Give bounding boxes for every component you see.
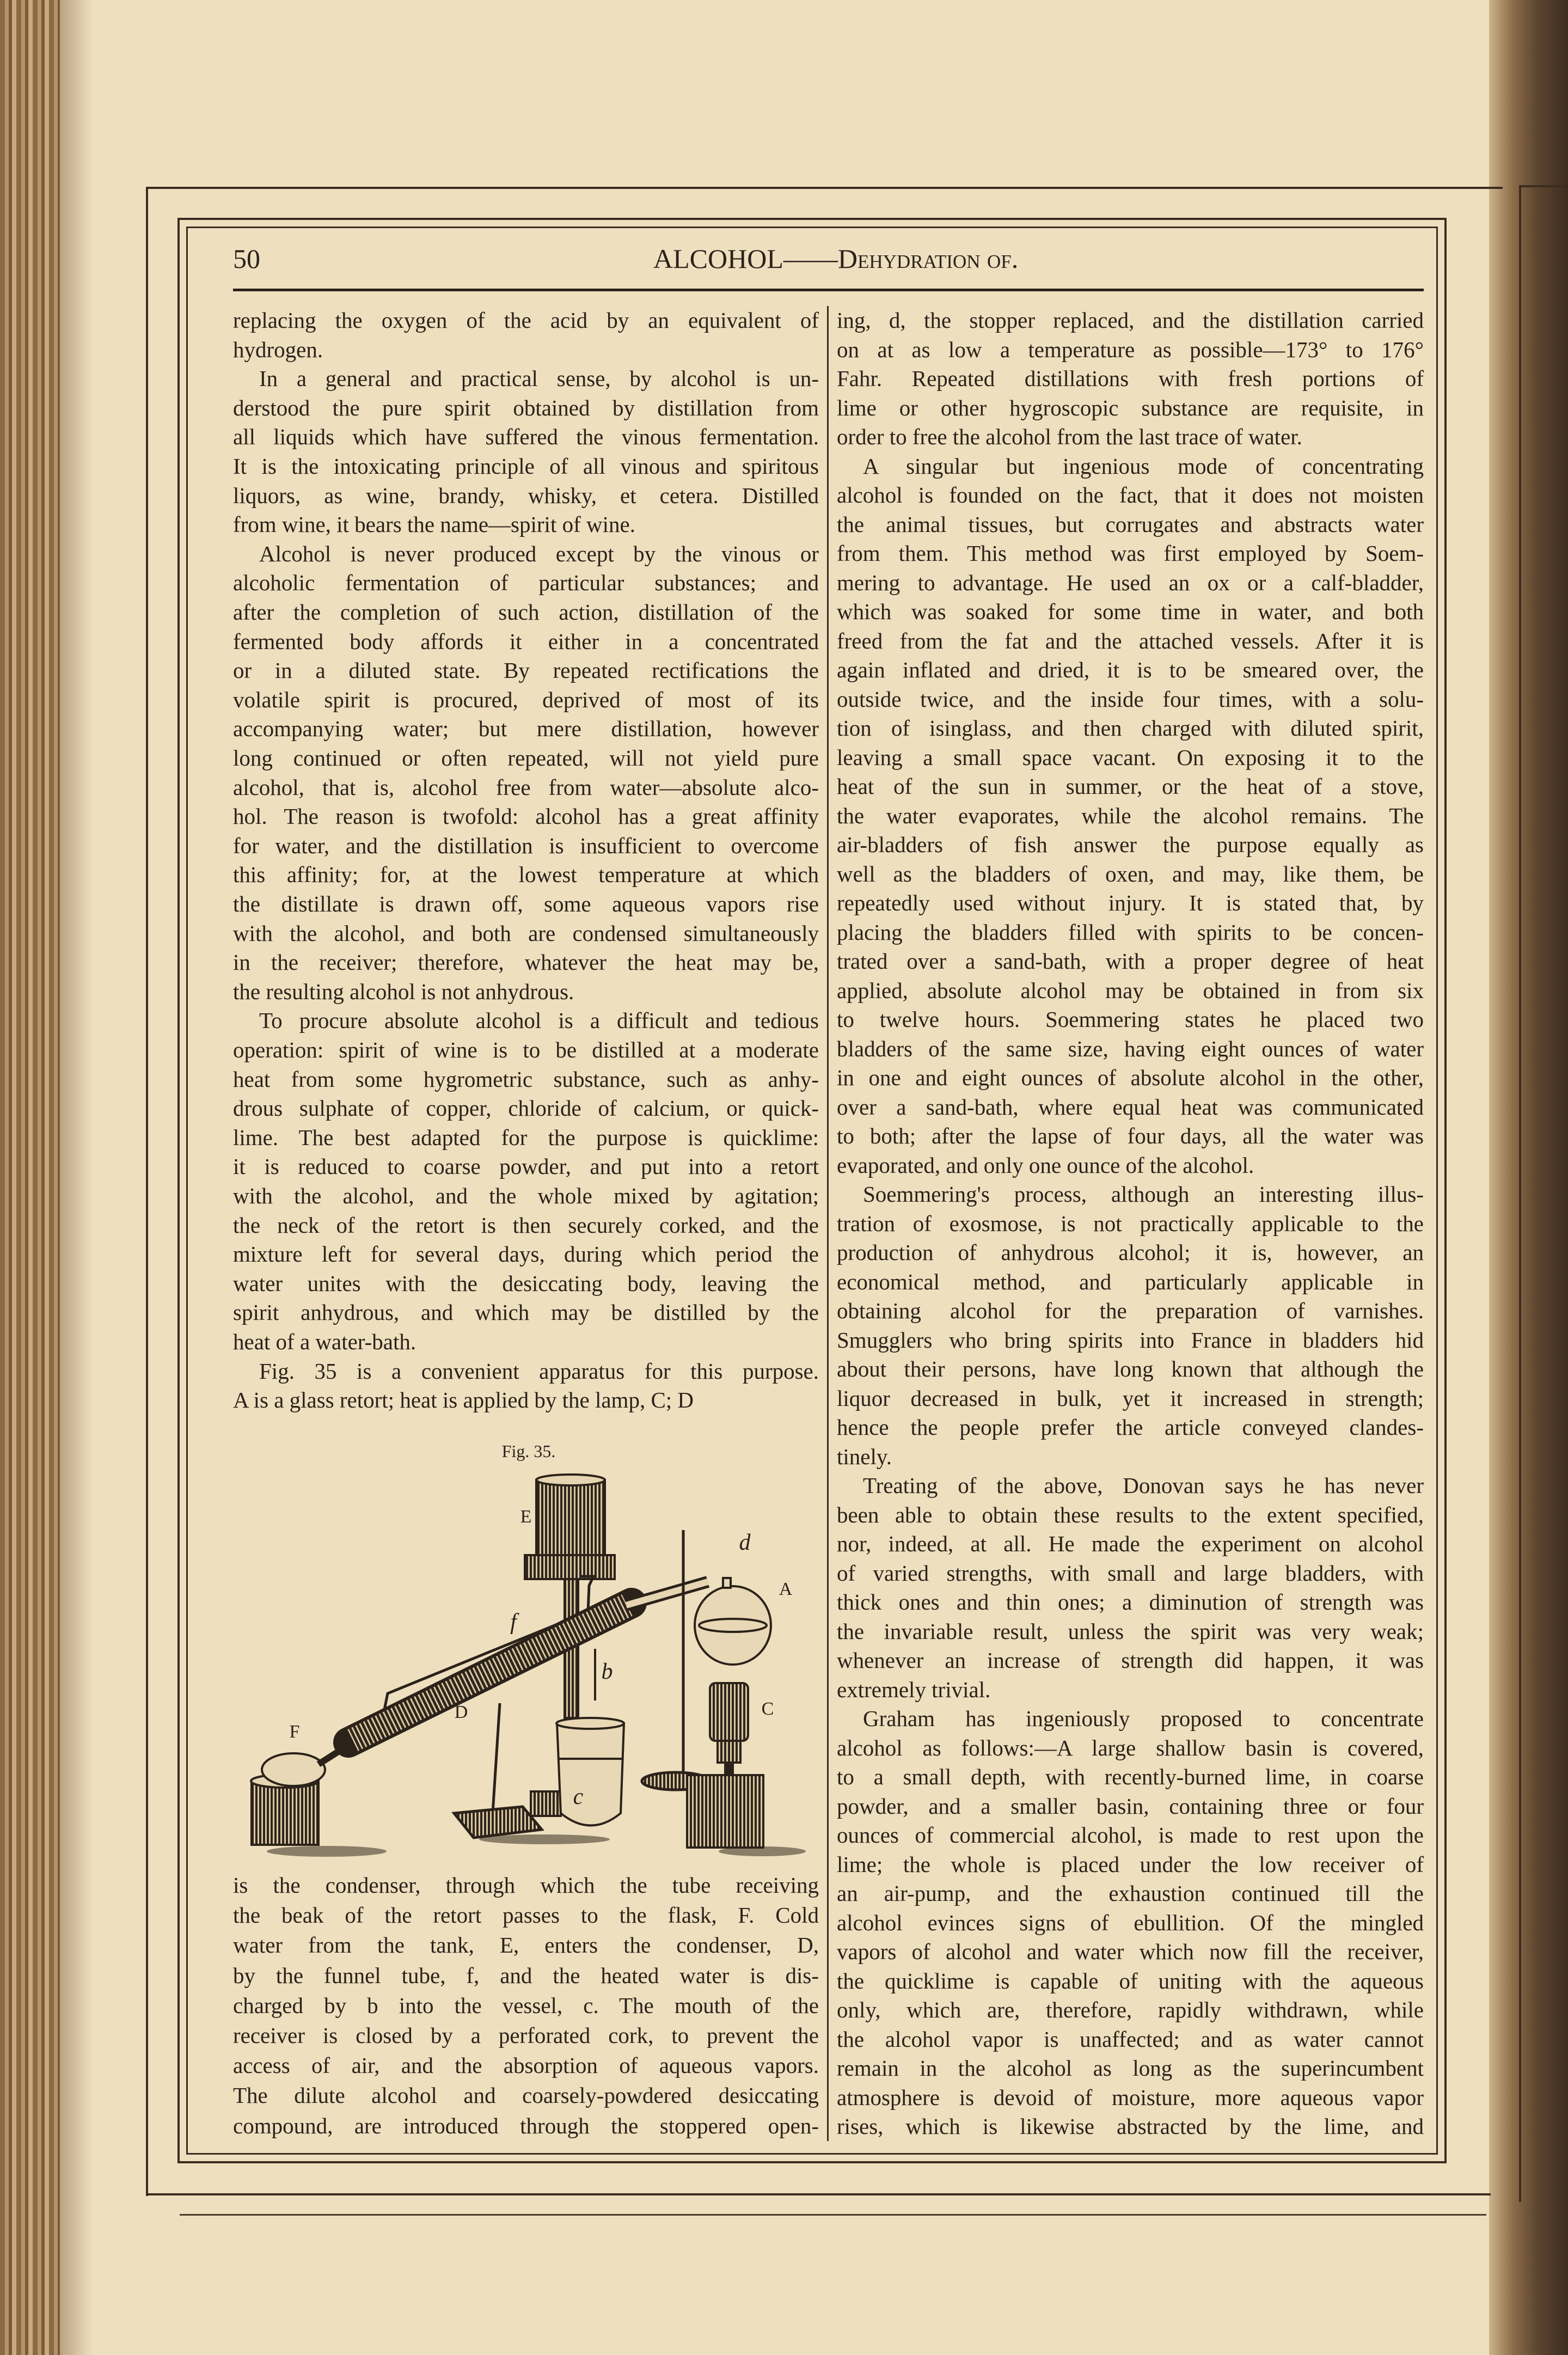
text-line: about their persons, have long known that although the xyxy=(837,1356,1424,1381)
flask-f xyxy=(251,1745,348,1845)
condenser-stand xyxy=(454,1703,542,1838)
text-line: rises, which is likewise abstracted by the lime, and xyxy=(837,2114,1424,2139)
text-line: spirit anhydrous, and which may be distilled by the xyxy=(233,1300,819,1325)
text-line: in the receiver; therefore, whatever the heat may be, xyxy=(233,950,819,975)
text-line: mering to advantage. He used an ox or a calf-bladder, xyxy=(837,570,1424,595)
text-line: to both; after the lapse of four days, all the water was xyxy=(837,1123,1424,1148)
text-line: the beak of the retort passes to the flask, F. Cold xyxy=(233,1903,819,1928)
text-line: all liquids which have suffered the vinous fermentation. xyxy=(233,424,819,450)
text-line: Graham has ingeniously proposed to concentrate xyxy=(863,1706,1424,1731)
text-line: the invariable result, unless the spirit was very weak; xyxy=(837,1618,1424,1644)
text-line: with the alcohol, and the whole mixed by agitation; xyxy=(233,1183,819,1208)
text-line: in one and eight ounces of absolute alcohol in the other, xyxy=(837,1065,1424,1090)
text-line: volatile spirit is procured, deprived of most of its xyxy=(233,687,819,712)
text-line: with the alcohol, and both are condensed simultaneously xyxy=(233,920,819,946)
text-line: placing the bladders filled with spirits to be concen- xyxy=(837,919,1424,945)
text-line: Treating of the above, Donovan says he has never xyxy=(863,1473,1424,1498)
condenser-d xyxy=(348,1582,708,1742)
text-line: drous sulphate of copper, chloride of calcium, or quick- xyxy=(233,1096,819,1121)
text-line: Alcohol is never produced except by the vinous or xyxy=(259,541,819,566)
text-line: the resulting alcohol is not anhydrous. xyxy=(233,978,574,1004)
text-line: To procure absolute alcohol is a difficult and tedious xyxy=(259,1008,819,1033)
text-line: In a general and practical sense, by alcohol is un- xyxy=(259,366,819,392)
text-line: tinely. xyxy=(837,1443,892,1469)
text-line: to a small depth, with recently-burned lime, in coarse xyxy=(837,1764,1424,1789)
text-line: freed from the fat and the attached vessels. After it is xyxy=(837,628,1424,653)
text-line: mixture left for several days, during which period the xyxy=(233,1241,819,1267)
text-line: long continued or often repeated, will not yield pure xyxy=(233,745,819,770)
text-line: extremely trivial. xyxy=(837,1677,991,1702)
text-line: lime; the whole is placed under the low receiver of xyxy=(837,1851,1424,1877)
figure-label-d-condenser: D xyxy=(454,1702,468,1722)
text-line: Fahr. Repeated distillations with fresh portions of xyxy=(837,366,1424,391)
text-line: hydrogen. xyxy=(233,337,323,362)
text-line: A is a glass retort; heat is applied by the lamp, C; D xyxy=(233,1387,694,1413)
text-line: outside twice, and the inside four times, with a solu- xyxy=(837,686,1424,712)
text-line: Smugglers who bring spirits into France in bladders hid xyxy=(837,1327,1424,1353)
text-line: liquors, as wine, brandy, whisky, et cetera. Distilled xyxy=(233,482,819,508)
text-line: air-bladders of fish answer the purpose equally as xyxy=(837,832,1424,857)
figure-label-f-funnel: f xyxy=(510,1610,517,1635)
text-line: by the funnel tube, f, and the heated water is dis- xyxy=(233,1962,819,1988)
text-line: is the condenser, through which the tube receiving xyxy=(233,1873,819,1898)
text-line: heat from some hygrometric substance, such as anhy- xyxy=(233,1066,819,1092)
text-line: alcohol, that is, alcohol free from water—absolute alco- xyxy=(233,774,819,800)
text-line: only, which are, therefore, rapidly withdrawn, while xyxy=(837,1997,1424,2022)
text-line: access of air, and the absorption of aqueous vapors. xyxy=(233,2053,819,2078)
text-line: powder, and a smaller basin, containing three or four xyxy=(837,1793,1424,1819)
figure-caption: Fig. 35. xyxy=(501,1441,556,1461)
text-line: bladders of the same size, having eight ounces of water xyxy=(837,1036,1424,1061)
text-line: The dilute alcohol and coarsely-powdered desiccating xyxy=(233,2083,819,2108)
text-line: applied, absolute alcohol may be obtained in from six xyxy=(837,977,1424,1003)
figure-label-f-flask: F xyxy=(289,1722,300,1742)
text-line: derstood the pure spirit obtained by distillation from xyxy=(233,395,819,420)
text-line: replacing the oxygen of the acid by an equivalent of xyxy=(233,308,819,333)
text-line: to twelve hours. Soemmering states he placed two xyxy=(837,1007,1424,1032)
figure-label-e: E xyxy=(520,1507,532,1527)
text-line: of varied strengths, with small and large bladders, with xyxy=(837,1560,1424,1586)
retort-stand xyxy=(642,1530,709,1790)
text-line: which was soaked for some time in water, and both xyxy=(837,599,1424,624)
text-line: economical method, and particularly applicable in xyxy=(837,1269,1424,1294)
figure-label-c-lamp: C xyxy=(761,1699,774,1719)
text-line: over a sand-bath, where equal heat was communicated xyxy=(837,1094,1424,1120)
text-line: or in a diluted state. By repeated rectifications the xyxy=(233,658,819,683)
text-line: the water evaporates, while the alcohol remains. The xyxy=(837,803,1424,828)
text-line: A singular but ingenious mode of concentrating xyxy=(863,453,1424,479)
text-line: fermented body affords it either in a concentrated xyxy=(233,628,819,654)
text-line: operation: spirit of wine is to be distilled at a moderate xyxy=(233,1037,819,1062)
text-line: production of anhydrous alcohol; it is, however, an xyxy=(837,1240,1424,1265)
text-line: It is the intoxicating principle of all vinous and spiritous xyxy=(233,454,819,479)
text-line: heat of a water-bath. xyxy=(233,1329,416,1354)
lamp-c xyxy=(687,1683,763,1848)
text-line: the quicklime is capable of uniting with the aqueous xyxy=(837,1968,1424,1993)
text-line: alcoholic fermentation of particular substances; and xyxy=(233,570,819,596)
text-line: accompanying water; but mere distillation, however xyxy=(233,716,819,742)
text-line: heat of the sun in summer, or the heat of a stove, xyxy=(837,774,1424,799)
text-line: alcohol is founded on the fact, that it does not moisten xyxy=(837,482,1424,507)
text-line: obtaining alcohol for the preparation of varnishes. xyxy=(837,1298,1424,1323)
text-line: after the completion of such action, distillation of the xyxy=(233,600,819,625)
text-line: from them. This method was first employed by Soem- xyxy=(837,541,1424,566)
vessel-c xyxy=(556,1718,624,1826)
text-line: been able to obtain these results to the extent specified, xyxy=(837,1502,1424,1527)
text-line: lime. The best adapted for the purpose is quicklime: xyxy=(233,1124,819,1150)
figure-label-b: b xyxy=(601,1659,613,1684)
text-line: receiver is closed by a perforated cork, to prevent the xyxy=(233,2023,819,2048)
text-line: the alcohol vapor is unaffected; and as water cannot xyxy=(837,2026,1424,2052)
text-line: the animal tissues, but corrugates and abstracts water xyxy=(837,511,1424,537)
text-line: hence the people prefer the article conveyed clandes- xyxy=(837,1415,1424,1440)
text-line: nor, indeed, at all. He made the experiment on alcohol xyxy=(837,1531,1424,1556)
figure-label-d-stopper: d xyxy=(739,1530,751,1555)
text-line: evaporated, and only one ounce of the alcohol. xyxy=(837,1152,1254,1178)
text-line: trated over a sand-bath, with a proper degree of heat xyxy=(837,949,1424,974)
text-line: whenever an increase of strength did happen, it was xyxy=(837,1648,1424,1673)
text-line: Soemmering's process, although an interesting illus- xyxy=(863,1182,1424,1207)
text-line: again inflated and dried, it is to be smeared over, the xyxy=(837,657,1424,682)
text-line: ounces of commercial alcohol, is made to rest upon the xyxy=(837,1822,1424,1848)
text-line: on at as low a temperature as possible—173° to 176° xyxy=(837,337,1424,362)
text-line: from wine, it bears the name—spirit of wine. xyxy=(233,512,635,537)
title-main: ALCOHOL xyxy=(653,243,783,274)
text-line: repeatedly used without injury. It is stated that, by xyxy=(837,890,1424,915)
text-line: an air-pump, and the exhaustion continued till the xyxy=(837,1881,1424,1906)
text-line: tration of exosmose, is not practically applicable to the xyxy=(837,1210,1424,1236)
text-line: alcohol as follows:—A large shallow basin is covered, xyxy=(837,1735,1424,1760)
text-line: charged by b into the vessel, c. The mouth of the xyxy=(233,1992,819,2018)
text-line: lime or other hygroscopic substance are requisite, in xyxy=(837,395,1424,420)
text-line: water unites with the desiccating body, leaving the xyxy=(233,1270,819,1296)
text-line: vapors of alcohol and water which now fill the receiver, xyxy=(837,1939,1424,1964)
figure-label-c-vessel: c xyxy=(573,1784,584,1809)
title-sub: ——Dehydration of. xyxy=(783,243,1019,274)
text-line: liquor decreased in bulk, yet it increased in strength; xyxy=(837,1385,1424,1411)
text-line: the distillate is drawn off, some aqueous vapors rise xyxy=(233,891,819,916)
text-line: hol. The reason is twofold: alcohol has a great affinity xyxy=(233,804,819,829)
retort-a xyxy=(695,1578,771,1665)
text-line: order to free the alcohol from the last trace of water. xyxy=(837,424,1302,449)
text-line: the neck of the retort is then securely corked, and the xyxy=(233,1212,819,1238)
text-line: for water, and the distillation is insufficient to overcome xyxy=(233,833,819,858)
text-line: atmosphere is devoid of moisture, more aqueous vapor xyxy=(837,2084,1424,2110)
text-line: water from the tank, E, enters the condenser, D, xyxy=(233,1932,819,1958)
text-line: remain in the alcohol as long as the superincumbent xyxy=(837,2056,1424,2081)
text-line: thick ones and thin ones; a diminution of strength was xyxy=(837,1589,1424,1614)
text-line: compound, are introduced through the stoppered open- xyxy=(233,2113,819,2138)
text-line: ing, d, the stopper replaced, and the distillation carried xyxy=(837,308,1424,333)
text-line: leaving a small space vacant. On exposing it to the xyxy=(837,744,1424,770)
text-line: it is reduced to coarse powder, and put into a retort xyxy=(233,1154,819,1179)
text-line: alcohol evinces signs of ebullition. Of the mingled xyxy=(837,1910,1424,1935)
text-line: well as the bladders of oxen, and may, like them, be xyxy=(837,861,1424,886)
text-line: this affinity; for, at the lowest temperature at which xyxy=(233,862,819,888)
text-line: tion of isinglass, and then charged with diluted spirit, xyxy=(837,715,1424,741)
text-line: Fig. 35 is a convenient apparatus for this purpose. xyxy=(259,1358,819,1384)
figure-label-a: A xyxy=(779,1579,793,1599)
page-number: 50 xyxy=(233,243,260,274)
